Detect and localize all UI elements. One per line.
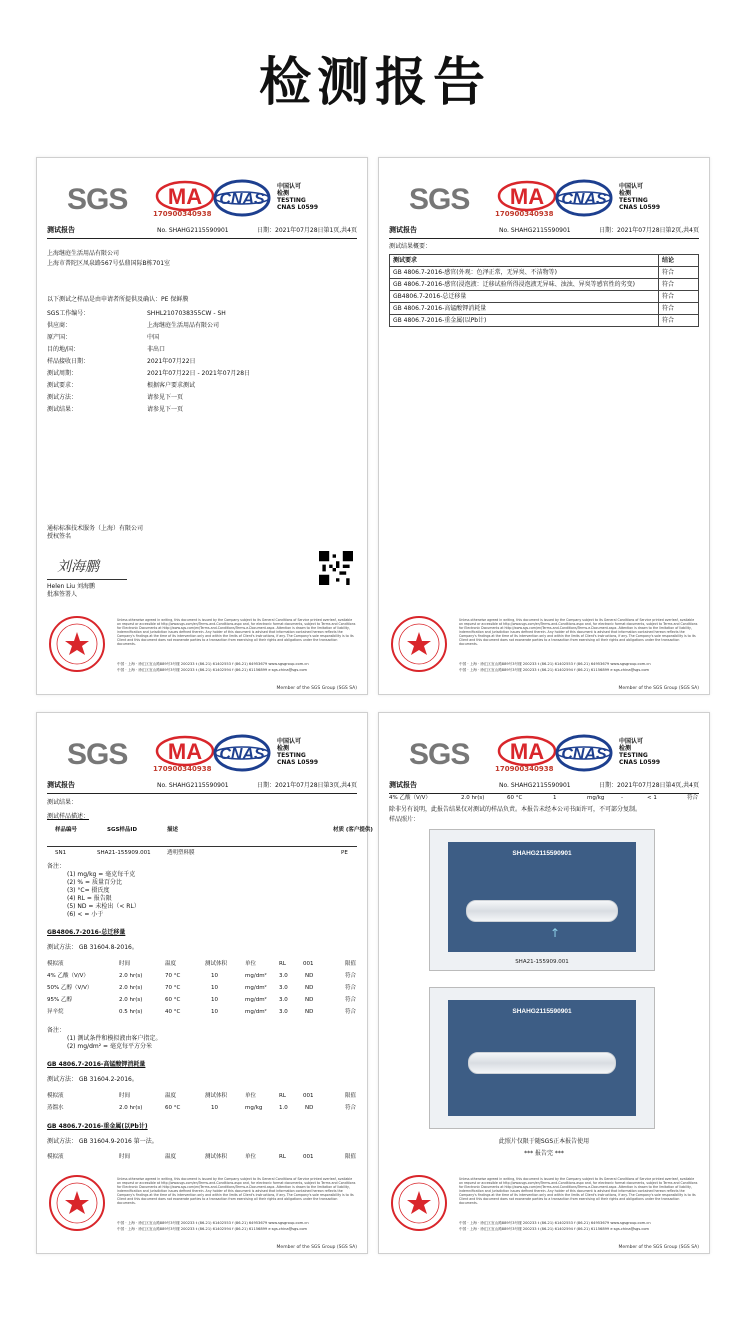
note-item: (2) % = 质量百分比: [67, 879, 122, 886]
signer-title: 批准签署人: [47, 591, 78, 598]
cma-number: 170900340938: [495, 210, 554, 218]
section-title: GB 4806.7-2016-重金属(以Pb计): [47, 1123, 148, 1130]
photo-footer-note: 此照片仅限于随SGS正本报告使用: [498, 1138, 590, 1145]
result-row: 50% 乙醇（V/V） 2.0 hr(s) 70 °C 10 mg/dm² 3.0 ND 符合: [47, 985, 357, 991]
result-row: 4% 乙酸（V/V） 2.0 hr(s) 70 °C 10 mg/dm² 3.0 ND 符合: [47, 973, 357, 979]
report-info-bar: [47, 226, 357, 239]
result-header-row: 模拟液 时间 温度 测试体积 单位 RL 001 限值: [47, 961, 357, 967]
report-info-bar: [389, 781, 699, 794]
sample-roll: [468, 1052, 616, 1074]
section-title: GB 4806.7-2016-高锰酸钾消耗量: [47, 1061, 146, 1068]
note-item: (6) < = 小于: [67, 911, 104, 918]
method-line: 测试方法： GB 31604.9-2016 第一法。: [47, 1138, 158, 1145]
cma-logo: [497, 735, 557, 767]
cnas-logo: [554, 733, 614, 773]
svg-text:CNAS: CNAS: [561, 746, 607, 763]
note-item: (4) RL = 报告限: [67, 895, 112, 902]
svg-text:CNAS: CNAS: [219, 191, 265, 208]
result-row: 4% 乙酸（V/V） 2.0 hr(s) 60 °C 1 mg/kg - < 1 符合: [389, 795, 699, 801]
result-row: 异辛烷 0.5 hr(s) 40 °C 10 mg/dm² 3.0 ND 符合: [47, 1009, 357, 1015]
field-row: 原产国： 中国: [47, 334, 160, 341]
note-item: (1) 测试条件和模拟液由客户指定。: [67, 1035, 162, 1042]
report-number: No. SHAHG2115590901: [157, 227, 229, 234]
sample-desc-label: 测试样品描述：: [47, 813, 90, 820]
table-row: GB 4806.7-2016-重金属(以Pb计) 符合: [390, 315, 699, 327]
note-item: (3) °C= 摄氏度: [67, 887, 110, 894]
field-row: 测试周期： 2021年07月22日 - 2021年07月28日: [47, 370, 251, 377]
summary-label: 测试结果概要：: [389, 243, 432, 250]
official-stamp-icon: [389, 1173, 449, 1233]
cma-logo: [155, 735, 215, 767]
cnas-logo: [212, 178, 272, 218]
svg-text:MA: MA: [509, 739, 545, 764]
page-title: 检测报告: [258, 53, 491, 113]
report-number: No. SHAHG2115590901: [499, 782, 571, 789]
report-footer: [47, 1173, 357, 1251]
report-title: 测试报告: [389, 226, 417, 234]
notes-label: 备注：: [47, 863, 66, 870]
table-header-row: 测试要求 结论: [390, 255, 699, 267]
report-title: 测试报告: [47, 226, 75, 234]
note-item: (5) ND = 未检出（< RL）: [67, 903, 140, 910]
photo-id-label: SHAHG2115590901: [512, 1008, 572, 1015]
table-row: GB 4806.7-2016-感官(外观：色泽正常，无异臭、不洁物等) 符合: [390, 267, 699, 279]
address-line: 中国 · 上海 · 徐汇区宜山路889号3号楼 200233 t (86-21) 61402553 f (86-21) 64953679 www.sgsgroup.com.cn: [459, 1221, 651, 1225]
note-item: (2) mg/dm² = 毫克每平方分米: [67, 1043, 152, 1050]
cert-lines: 中国认可 检测 TESTING CNAS L0599: [277, 738, 319, 766]
sample-photo: [429, 987, 655, 1129]
report-page-2: [378, 157, 710, 695]
note-item: (1) mg/kg = 毫克每千克: [67, 871, 136, 878]
company-name: 上海继庭生活用品有限公司: [47, 250, 120, 257]
cnas-logo: [212, 733, 272, 773]
report-number: No. SHAHG2115590901: [499, 227, 571, 234]
sgs-logo: SGS: [67, 183, 128, 216]
method-line: 测试方法： GB 31604.8-2016。: [47, 944, 138, 951]
report-header: [399, 733, 689, 775]
field-row: 目的地/国： 非出口: [47, 346, 166, 353]
report-title: 测试报告: [389, 781, 417, 789]
cma-logo: [497, 180, 557, 212]
cma-logo: [155, 180, 215, 212]
cma-number: 170900340938: [153, 210, 212, 218]
address-line: 中国 · 上海 · 徐汇区宜山路889号3号楼 200233 t (86-21) 61402553 f (86-21) 64953679 www.sgsgroup.com.cn: [117, 1221, 309, 1225]
cert-lines: 中国认可 检测 TESTING CNAS L0599: [619, 183, 661, 211]
sgs-logo: SGS: [409, 183, 470, 216]
report-header: [57, 733, 347, 775]
report-page-count: 第3页,共4页: [323, 782, 357, 789]
report-date: 日期：2021年07月28日: [257, 782, 324, 789]
svg-text:MA: MA: [167, 184, 203, 209]
sgs-logo: SGS: [409, 738, 470, 771]
end-of-report: *** 报告完 ***: [524, 1150, 564, 1157]
official-stamp-icon: [47, 614, 107, 674]
report-footer: [389, 614, 699, 692]
result-header-row: 模拟液 时间 温度 测试体积 单位 RL 001 限值: [47, 1154, 357, 1160]
result-label: 测试结果：: [47, 799, 78, 806]
signature: 刘海鹏: [57, 559, 99, 575]
field-row: SGS工作编号： SHHL2107038355CW - SH: [47, 310, 226, 317]
company-address: 上海市普陀区凤泉路567号弘鼎国际B栋701室: [47, 260, 171, 267]
report-header: [399, 178, 689, 220]
cnas-logo: [554, 178, 614, 218]
terms-fine-print: Unless otherwise agreed in writing, this document is issued by the Company subject to its General Conditions of Service printed overleaf, available on request or accessible at http://www.sgs.com/en/Terms-and-Conditions.aspx and, for electronic format documents, subject to Terms and Conditions for Electronic Documents at http://www.sgs.com/en/Terms-and-Conditions/Terms-e-Document.aspx. Attention is drawn to the limitation of liability, indemnification and jurisdiction issues defined therein. Any holder of this document is advised that information contained hereon reflects the Company's findings at the time of its intervention only and within the limits of Client's instructions, if any. The Company's sole responsibility is to its Client and this document does not exonerate parties to a transaction from exercising all their rights and obligations under the transaction documents.: [459, 618, 698, 646]
section-title: GB4806.7-2016-总迁移量: [47, 929, 126, 936]
sample-intro: 以下测试之样品是由申请者所提供及确认：PE 保鲜膜: [47, 296, 189, 303]
report-page-count: 第1页,共4页: [323, 227, 357, 234]
table-row: GB 4806.7-2016-感官(浸泡液：迁移试验所得浸泡液无异味、浊浊、异臭等感官性的劣变) 符合: [390, 279, 699, 291]
field-row: 测试方法： 请参见下一页: [47, 394, 184, 401]
field-row: 测试要求： 根据客户要求测试: [47, 382, 196, 389]
address-line: 中国 · 上海 · 徐汇区宜山路889号3号楼 200233 t (86-21) 61402594 f (86-21) 61156899 e sgs.china@sgs.com: [117, 1227, 308, 1231]
field-row: 测试结果： 请参见下一页: [47, 406, 184, 413]
arrow-up-icon: ↑: [550, 926, 561, 940]
member-note: Member of the SGS Group (SGS SA): [276, 686, 357, 692]
sgs-logo: SGS: [67, 738, 128, 771]
svg-text:MA: MA: [509, 184, 545, 209]
report-date: 日期：2021年07月28日: [599, 782, 666, 789]
signature-line: [47, 579, 127, 580]
signer-name: Helen Liu 刘海鹏: [47, 583, 95, 590]
report-footer: [47, 614, 357, 692]
report-page-1: [36, 157, 368, 695]
qr-code-icon: [319, 551, 353, 585]
official-stamp-icon: [389, 614, 449, 674]
report-page-3: [36, 712, 373, 1254]
report-page-4: [378, 712, 710, 1254]
terms-fine-print: Unless otherwise agreed in writing, this document is issued by the Company subject to its General Conditions of Service printed overleaf, available on request or accessible at http://www.sgs.com/en/Terms-and-Conditions.aspx and, for electronic format documents, subject to Terms and Conditions for Electronic Documents at http://www.sgs.com/en/Terms-and-Conditions/Terms-e-Document.aspx. Attention is drawn to the limitation of liability, indemnification and jurisdiction issues defined therein. Any holder of this document is advised that information contained hereon reflects the Company's findings at the time of its intervention only and within the limits of Client's instructions, if any. The Company's sole responsibility is to its Client and this document does not exonerate parties to a transaction from exercising all their rights and obligations under the transaction documents.: [459, 1177, 698, 1205]
report-title: 测试报告: [47, 781, 75, 789]
report-date: 日期：2021年07月28日: [257, 227, 324, 234]
member-note: Member of the SGS Group (SGS SA): [618, 686, 699, 692]
remark-text: 除非另有说明，此报告结果仅对测试的样品负责。本报告未经本公司书面许可，不可部分复制。: [389, 806, 642, 813]
member-note: Member of the SGS Group (SGS SA): [618, 1245, 699, 1251]
report-page-count: 第4页,共4页: [665, 782, 699, 789]
address-line: 中国 · 上海 · 徐汇区宜山路889号3号楼 200233 t (86-21) 61402553 f (86-21) 64953679 www.sgsgroup.com.cn: [459, 662, 651, 666]
member-note: Member of the SGS Group (SGS SA): [276, 1245, 357, 1251]
address-line: 中国 · 上海 · 徐汇区宜山路889号3号楼 200233 t (86-21) 61402594 f (86-21) 61156899 e sgs.china@sgs.com: [459, 668, 650, 672]
cma-number: 170900340938: [153, 765, 212, 773]
sample-row: SN1 SHA21-155909.001 透明塑料膜 PE: [47, 846, 357, 858]
sample-photo: [429, 829, 655, 971]
sample-roll: [466, 900, 618, 922]
result-row: 蒸馏水 2.0 hr(s) 60 °C 10 mg/kg 1.0 ND 符合: [47, 1105, 357, 1111]
report-info-bar: [389, 226, 699, 239]
svg-text:CNAS: CNAS: [561, 191, 607, 208]
report-footer: [389, 1173, 699, 1251]
address-line: 中国 · 上海 · 徐汇区宜山路889号3号楼 200233 t (86-21) 61402594 f (86-21) 61156899 e sgs.china@sgs.com: [117, 668, 308, 672]
terms-fine-print: Unless otherwise agreed in writing, this document is issued by the Company subject to its General Conditions of Service printed overleaf, available on request or accessible at http://www.sgs.com/en/Terms-and-Conditions.aspx and, for electronic format documents, subject to Terms and Conditions for Electronic Documents at http://www.sgs.com/en/Terms-and-Conditions/Terms-e-Document.aspx. Attention is drawn to the limitation of liability, indemnification and jurisdiction issues defined therein. Any holder of this document is advised that information contained hereon reflects the Company's findings at the time of its intervention only and within the limits of Client's instructions, if any. The Company's sole responsibility is to its Client and this document does not exonerate parties to a transaction from exercising all their rights and obligations under the transaction documents.: [117, 1177, 356, 1205]
result-row: 95% 乙醇 2.0 hr(s) 60 °C 10 mg/dm² 3.0 ND 符合: [47, 997, 357, 1003]
result-header-row: 模拟液 时间 温度 测试体积 单位 RL 001 限值: [47, 1093, 357, 1099]
photo-label: 样品照片：: [389, 816, 420, 823]
table-row: GB4806.7-2016-总迁移量 符合: [390, 291, 699, 303]
report-header: [57, 178, 347, 220]
table-row: GB 4806.7-2016-高锰酸钾消耗量 符合: [390, 303, 699, 315]
report-page-count: 第2页,共4页: [665, 227, 699, 234]
report-info-bar: [47, 781, 357, 794]
report-date: 日期：2021年07月28日: [599, 227, 666, 234]
photo-caption: SHA21-155909.001: [515, 958, 569, 965]
org-sub: 授权签名: [47, 533, 72, 540]
svg-text:MA: MA: [167, 739, 203, 764]
official-stamp-icon: [47, 1173, 107, 1233]
cert-lines: 中国认可 检测 TESTING CNAS L0599: [277, 183, 319, 211]
svg-text:CNAS: CNAS: [219, 746, 265, 763]
summary-table: [389, 254, 699, 327]
notes-label: 备注：: [47, 1027, 66, 1034]
photo-id-label: SHAHG2115590901: [512, 850, 572, 857]
method-line: 测试方法： GB 31604.2-2016。: [47, 1076, 138, 1083]
cert-lines: 中国认可 检测 TESTING CNAS L0599: [619, 738, 661, 766]
address-line: 中国 · 上海 · 徐汇区宜山路889号3号楼 200233 t (86-21) 61402553 f (86-21) 64953679 www.sgsgroup.com.cn: [117, 662, 309, 666]
field-row: 供应商： 上海继庭生活用品有限公司: [47, 322, 220, 329]
org-name: 通标标准技术服务（上海）有限公司: [47, 525, 144, 532]
sample-header-row: 样品编号 SGS样品ID 描述 材质 (客户提供): [55, 827, 373, 833]
cma-number: 170900340938: [495, 765, 554, 773]
address-line: 中国 · 上海 · 徐汇区宜山路889号3号楼 200233 t (86-21) 61402594 f (86-21) 61156899 e sgs.china@sgs.com: [459, 1227, 650, 1231]
report-number: No. SHAHG2115590901: [157, 782, 229, 789]
field-row: 样品接收日期： 2021年07月22日: [47, 358, 196, 365]
terms-fine-print: Unless otherwise agreed in writing, this document is issued by the Company subject to its General Conditions of Service printed overleaf, available on request or accessible at http://www.sgs.com/en/Terms-and-Conditions.aspx and, for electronic format documents, subject to Terms and Conditions for Electronic Documents at http://www.sgs.com/en/Terms-and-Conditions/Terms-e-Document.aspx. Attention is drawn to the limitation of liability, indemnification and jurisdiction issues defined therein. Any holder of this document is advised that information contained hereon reflects the Company's findings at the time of its intervention only and within the limits of Client's instructions, if any. The Company's sole responsibility is to its Client and this document does not exonerate parties to a transaction from exercising all their rights and obligations under the transaction documents.: [117, 618, 356, 646]
